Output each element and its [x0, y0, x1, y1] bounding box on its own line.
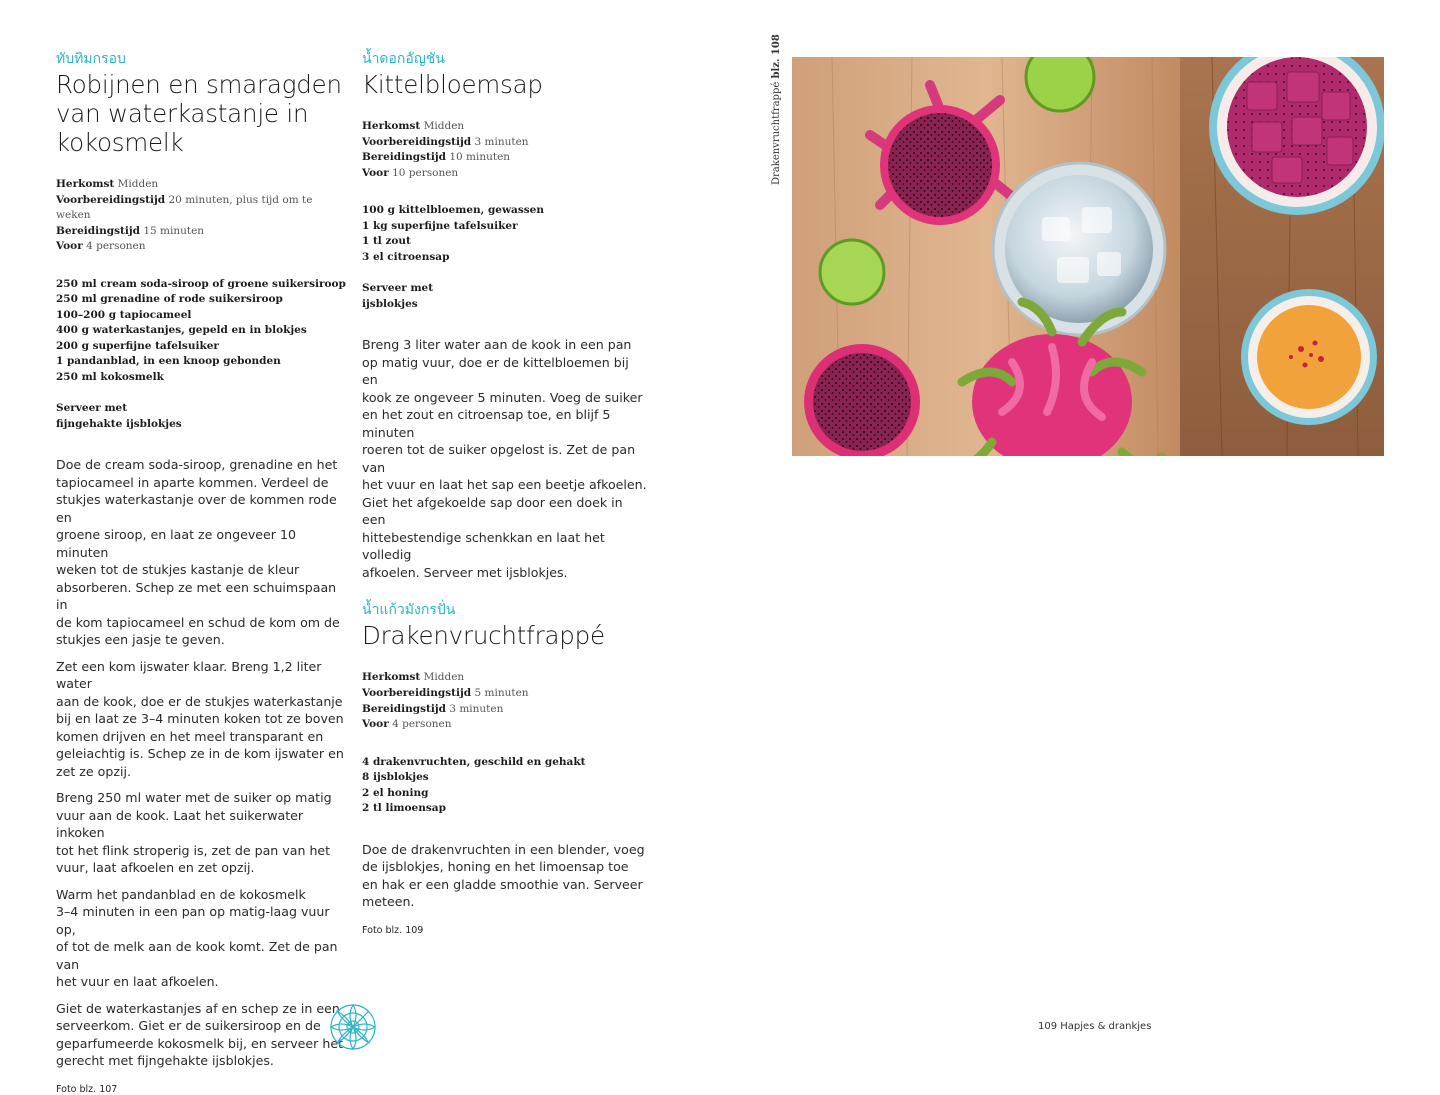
method-paragraph: [362, 841, 647, 911]
meta-value: Midden: [423, 671, 465, 684]
serve-with: [56, 401, 348, 432]
serve-with: [362, 281, 647, 312]
photo-caption: [771, 34, 782, 185]
meta-label: Herkomst: [362, 120, 421, 132]
method-line: Breng 250 ml water met de suiker op matig: [56, 790, 332, 806]
ingredient-item: 250 ml grenadine of rode suikersiroop: [56, 293, 283, 306]
method-line: het vuur en laat afkoelen.: [56, 974, 219, 990]
thai-title: น้ำแก้วมังกรปั่น: [362, 602, 456, 619]
meta-row: [362, 150, 647, 166]
photo-caption-page: blz. 108: [771, 34, 782, 79]
ingredient-item: 200 g superfijne tafelsuiker: [56, 339, 219, 352]
method-line: stukjes een jasje te geven.: [56, 632, 225, 648]
meta-value: 3 minuten: [449, 702, 504, 715]
meta-label: Bereidingstijd: [56, 224, 140, 237]
method-line: Giet het afgekoelde sap door een doek in een: [362, 494, 623, 528]
method-line: en hak er een gladde smoothie van. Serveer: [362, 876, 643, 892]
meta-label: Herkomst: [362, 671, 421, 684]
ingredient-item: 1 tl zout: [362, 235, 411, 248]
meta-label: Voor: [56, 240, 83, 253]
ingredients-list: [362, 755, 647, 817]
meta-label: Voor: [362, 166, 389, 179]
ingredient-item: 2 tl limoensap: [362, 802, 446, 815]
meta-row: [362, 119, 647, 135]
meta-label: Voorbereidingstijd: [362, 135, 472, 148]
serve-line: fijngehakte ijsblokjes: [56, 417, 182, 430]
meta-value: 4 personen: [392, 718, 452, 731]
method-line: zet ze opzij.: [56, 763, 131, 779]
meta-label: Bereidingstijd: [362, 151, 446, 164]
meta-label: Bereidingstijd: [362, 702, 446, 715]
method-line: absorberen. Schep ze met een schuimspaan in: [56, 579, 337, 613]
meta-row: [362, 702, 647, 718]
method-line: Doe de cream soda-siroop, grenadine en het: [56, 457, 338, 473]
meta-row: [362, 670, 647, 686]
ingredient-item: 1 kg superfijne tafelsuiker: [362, 219, 518, 232]
ingredient-item: 250 ml kokosmelk: [56, 370, 164, 383]
recipe-meta: [362, 670, 647, 732]
method-line: aan de kook, doe er de stukjes waterkastanje: [56, 693, 343, 709]
meta-label: Herkomst: [56, 178, 115, 190]
recipe-butterfly-pea: [362, 50, 647, 581]
dragonfruit-photo: [792, 57, 1384, 456]
method-line: vuur, laat afkoelen en zet opzij.: [56, 860, 255, 876]
method-paragraph: [56, 456, 348, 649]
method-paragraph: [362, 336, 647, 581]
meta-row: [362, 686, 647, 702]
meta-label: Voorbereidingstijd: [56, 193, 166, 206]
recipe-title: [362, 621, 647, 650]
recipe-column-left: [56, 50, 348, 1095]
method-line: stukjes waterkastanje over de kommen rode en: [56, 492, 337, 525]
method-line: komen drijven en het meel transparant en: [56, 728, 324, 744]
meta-row: [56, 239, 348, 255]
meta-value: Midden: [423, 120, 465, 132]
ingredients-list: [56, 277, 348, 386]
recipe-meta: [56, 177, 348, 255]
meta-row: [56, 177, 348, 193]
meta-label: Voor: [362, 718, 389, 731]
meta-value: Midden: [117, 178, 159, 190]
meta-row: [56, 224, 348, 240]
method-line: 3–4 minuten in een pan op matig-laag vuur op,: [56, 904, 330, 937]
method-line: geleiachtig is. Schep ze in de kom ijswater en: [56, 746, 344, 762]
method-line: de ijsblokjes, honing en het limoensap toe: [362, 859, 629, 875]
method-paragraph: [56, 789, 348, 877]
method-paragraph: [56, 1000, 348, 1070]
method-line: Giet de waterkastanjes af en schep ze in een: [56, 1000, 340, 1016]
photo-reference: Foto blz. 109: [362, 924, 424, 936]
recipe-title-line: Robijnen en smaragden: [56, 70, 342, 99]
recipe-title-line: kokosmelk: [56, 128, 184, 157]
recipe-title-line: Drakenvruchtfrappé: [362, 621, 605, 651]
meta-value: 15 minuten: [143, 224, 205, 237]
method-line: groene siroop, en laat ze ongeveer 10 minuten: [56, 527, 297, 560]
meta-value: 20 minuten, plus tijd om te weken: [56, 193, 313, 222]
recipe-dragonfruit: [362, 601, 647, 935]
ingredient-item: 3 el citroensap: [362, 250, 450, 263]
method-line: geparfumeerde kokosmelk bij, en serveer het: [56, 1035, 343, 1051]
meta-value: 3 minuten: [474, 135, 529, 148]
thai-title: น้ำดอกอัญชัน: [362, 51, 445, 67]
method-line: of tot de melk aan de kook komt. Zet de pan van: [56, 939, 338, 972]
recipe-water-chestnut: [56, 50, 348, 1095]
method-line: Breng 3 liter water aan de kook in een pan: [362, 337, 632, 353]
method-line: en het zout en citroensap toe, en blijf 5 minuten: [362, 407, 611, 440]
mandala-ornament-icon: [329, 1003, 377, 1051]
method-line: op matig vuur, doe er de kittelbloemen bij en: [362, 354, 629, 388]
photo-reference: Foto blz. 107: [56, 1083, 118, 1095]
recipe-meta: [362, 119, 647, 181]
ingredient-item: 100 g kittelbloemen, gewassen: [362, 204, 544, 217]
recipe-title-line: Kittelbloemsap: [362, 70, 543, 99]
meta-row: [362, 135, 647, 151]
method-line: bij en laat ze 3–4 minuten koken tot ze boven: [56, 711, 344, 727]
method-line: Zet een kom ijswater klaar. Breng 1,2 liter water: [56, 658, 322, 692]
method-line: weken tot de stukjes kastanje de kleur: [56, 562, 300, 578]
serve-line: Serveer met: [362, 282, 434, 295]
recipe-title-line: van waterkastanje in: [56, 99, 309, 128]
method-line: Doe de drakenvruchten in een blender, voeg: [362, 841, 645, 857]
meta-label: Voorbereidingstijd: [362, 686, 472, 699]
ingredient-item: 1 pandanblad, in een knoop gebonden: [56, 355, 281, 368]
method-line: tot het flink stroperig is, zet de pan van het: [56, 842, 331, 858]
ingredient-item: 8 ijsblokjes: [362, 771, 429, 784]
meta-row: [362, 717, 647, 733]
meta-value: 10 minuten: [449, 151, 511, 164]
serve-line: Serveer met: [56, 402, 128, 415]
photo-caption-title: Drakenvruchtfrappé: [771, 81, 782, 185]
method-line: afkoelen. Serveer met ijsblokjes.: [362, 564, 568, 580]
ingredient-item: 400 g waterkastanjes, gepeld en in blokjes: [56, 324, 307, 337]
meta-value: 4 personen: [86, 240, 146, 253]
ingredient-item: 250 ml cream soda-siroop of groene suikersiroop: [56, 277, 346, 290]
method-line: Warm het pandanblad en de kokosmelk: [56, 886, 306, 902]
recipe-title: [362, 70, 647, 99]
ingredients-list: [362, 203, 647, 265]
method-paragraph: [56, 658, 348, 781]
method-line: de kom tapiocameel en schud de kom om de: [56, 614, 340, 630]
method-line: kook ze ongeveer 5 minuten. Voeg de suiker: [362, 389, 643, 405]
serve-line: ijsblokjes: [362, 297, 418, 310]
page-footer: 109 Hapjes & drankjes: [1038, 1021, 1152, 1032]
ingredient-item: 2 el honing: [362, 786, 429, 799]
method-line: meteen.: [362, 894, 415, 910]
method-line: tapiocameel in aparte kommen. Verdeel de: [56, 474, 329, 490]
method-line: gerecht met fijngehakte ijsblokjes.: [56, 1053, 274, 1069]
method-line: hittebestendige schenkkan en laat het volledig: [362, 529, 605, 563]
method-line: het vuur en laat het sap een beetje afkoelen.: [362, 477, 647, 493]
method-line: vuur aan de kook. Laat het suikerwater inkoken: [56, 807, 304, 841]
ingredient-item: 4 drakenvruchten, geschild en gehakt: [362, 755, 586, 768]
meta-value: 10 personen: [392, 166, 459, 179]
meta-row: [56, 193, 348, 224]
method-line: serveerkom. Giet er de suikersiroop en de: [56, 1018, 321, 1034]
method-paragraph: [56, 886, 348, 991]
recipe-title: [56, 70, 348, 157]
method-line: roeren tot de suiker opgelost is. Zet de pan van: [362, 442, 636, 475]
thai-title: ทับทิมกรอบ: [56, 51, 126, 67]
meta-row: [362, 166, 647, 182]
recipe-column-middle: [362, 50, 647, 936]
meta-value: 5 minuten: [474, 686, 529, 699]
ingredient-item: 100–200 g tapiocameel: [56, 308, 192, 321]
